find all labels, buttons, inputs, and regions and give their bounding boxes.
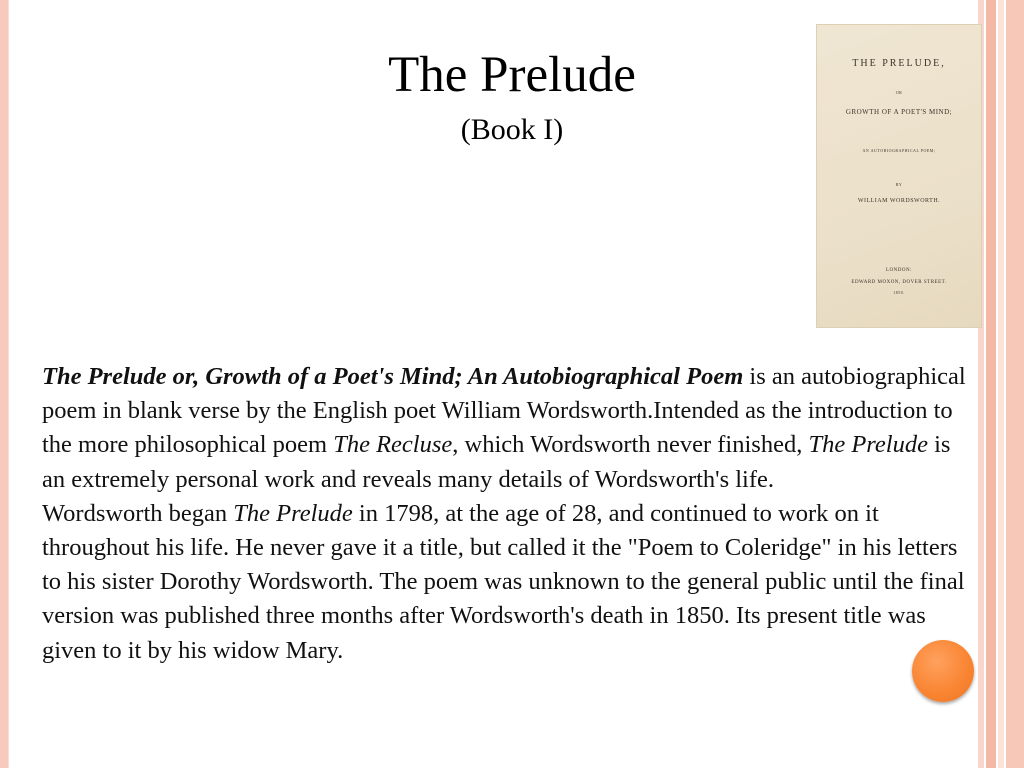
book-cover-image	[816, 24, 982, 328]
right-border-stripe	[998, 0, 1004, 768]
cover-year: 1850.	[893, 290, 905, 295]
recluse-title: The Recluse	[333, 431, 453, 459]
cover-or: OR	[895, 90, 903, 95]
right-border-stripe	[986, 0, 996, 768]
intro-text-c: is an extremely personal work and reveals many details of Wordsworth's life.	[42, 431, 951, 493]
cover-author: WILLIAM WORDSWORTH.	[857, 198, 941, 204]
body-text	[42, 360, 972, 668]
prelude-title: The Prelude	[233, 499, 353, 527]
cover-publisher: EDWARD MOXON, DOVER STREET.	[851, 280, 947, 285]
intro-text-a: is an autobiographical poem in blank verse by the English poet William Wordsworth.Intended as the introduction to the more philosophical poem	[42, 363, 966, 459]
paragraph-history	[42, 497, 972, 668]
poem-full-title: The Prelude or, Growth of a Poet's Mind; An Autobiographical Poem	[42, 363, 744, 390]
cover-autobiographical: AN AUTOBIOGRAPHICAL POEM;	[862, 148, 936, 153]
left-border-stripe	[0, 0, 8, 768]
intro-text-b: , which Wordsworth never finished,	[452, 431, 809, 459]
paragraph-intro	[42, 360, 972, 497]
slide-subtitle: (Book I)	[460, 113, 564, 146]
right-border-stripe	[1006, 0, 1024, 768]
cover-growth: GROWTH OF A POET'S MIND;	[845, 108, 953, 116]
cover-city: LONDON:	[886, 268, 912, 273]
history-text-a: Wordsworth began	[42, 499, 234, 527]
slide-title: The Prelude	[388, 47, 636, 103]
cover-by: BY	[895, 182, 903, 187]
cover-title: THE PRELUDE,	[852, 58, 946, 69]
prelude-title: The Prelude	[808, 431, 928, 459]
history-text-b: in 1798, at the age of 28, and continued to work on it throughout his life. He never gave it a title, but called it the "Poem to Coleridge" in his letters to his sister Dorothy Wordsworth. The poem was unknown to the general public until the final version was published three months after Wordsworth's death in 1850. Its present title was given to it by his widow Mary.	[42, 499, 965, 664]
orange-circle-decoration	[912, 640, 974, 702]
